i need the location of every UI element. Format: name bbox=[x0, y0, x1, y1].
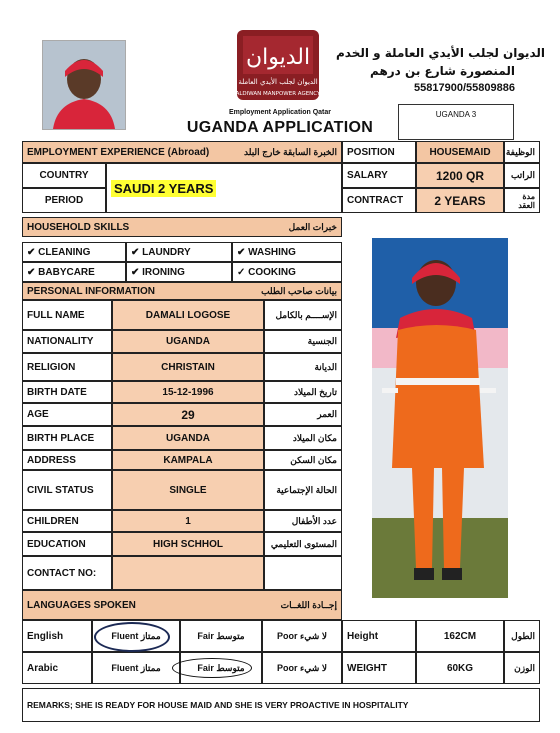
row-value: HIGH SCHHOL bbox=[112, 532, 264, 556]
fluent-option: Fluent ممتاز bbox=[92, 652, 180, 684]
personal-header bbox=[22, 282, 342, 300]
row-label-ar: مكان السكن bbox=[264, 450, 342, 470]
salary-label: SALARY bbox=[342, 163, 416, 188]
row-label-ar: الجنسية bbox=[264, 330, 342, 353]
contract-value: 2 YEARS bbox=[416, 188, 504, 213]
ref-code: UGANDA 3 bbox=[435, 110, 477, 119]
selected-ellipse-mark bbox=[172, 658, 252, 678]
row-value: 15-12-1996 bbox=[112, 381, 264, 403]
skill-item: ✔ BABYCARE bbox=[22, 262, 126, 282]
full-body-photo bbox=[372, 238, 508, 598]
row-label: AGE bbox=[22, 403, 112, 426]
row-label: NATIONALITY bbox=[22, 330, 112, 353]
selected-circle-mark bbox=[94, 622, 170, 652]
portrait-photo bbox=[42, 40, 126, 130]
contract-label: CONTRACT bbox=[342, 188, 416, 213]
languages-header bbox=[22, 590, 342, 620]
row-value: DAMALI LOGOSE bbox=[112, 300, 264, 330]
skill-item: ✔ WASHING bbox=[232, 242, 342, 262]
agency-logo bbox=[233, 26, 323, 102]
height-value: 162CM bbox=[416, 620, 504, 652]
personal-label-ar: بيانات صاحب الطلب bbox=[261, 285, 337, 296]
salary-ar: الراتب bbox=[504, 163, 540, 188]
languages-label: LANGUAGES SPOKEN bbox=[27, 599, 136, 611]
logo-title: الديوان bbox=[245, 45, 311, 70]
fair-option: Fair متوسط bbox=[180, 652, 262, 684]
skill-item: ✓ COOKING bbox=[232, 262, 342, 282]
skills-label: HOUSEHOLD SKILLS bbox=[27, 221, 130, 233]
ref-code-box bbox=[398, 104, 514, 140]
agency-address-ar: المنصورة شارع بن درهم bbox=[370, 64, 515, 78]
language-name: Arabic bbox=[22, 652, 92, 684]
skills-header bbox=[22, 217, 342, 237]
contract-ar: مدة العقد bbox=[504, 188, 540, 213]
row-label: FULL NAME bbox=[22, 300, 112, 330]
row-label-ar: الديانة bbox=[264, 353, 342, 381]
weight-label: WEIGHT bbox=[342, 652, 416, 684]
languages-label-ar: إجــادة اللغــات bbox=[280, 599, 337, 610]
skill-item: ✔ CLEANING bbox=[22, 242, 126, 262]
experience-value: SAUDI 2 YEARS bbox=[111, 180, 216, 197]
agency-name-ar: الديوان لجلب الأيدي العاملة و الخدم bbox=[335, 46, 545, 60]
row-label-ar: العمر bbox=[264, 403, 342, 426]
remarks: REMARKS; SHE IS READY FOR HOUSE MAID AND SHE IS VERY PROACTIVE IN HOSPITALITY bbox=[22, 688, 540, 722]
row-value: UGANDA bbox=[112, 330, 264, 353]
logo-name: ALDIWAN MANPOWER AGENCY bbox=[235, 91, 321, 97]
salary-value: 1200 QR bbox=[416, 163, 504, 188]
row-label-ar: الحالة الإجتماعية bbox=[264, 470, 342, 510]
row-label-ar: الإســــم بالكامل bbox=[264, 300, 342, 330]
height-ar: الطول bbox=[504, 620, 540, 652]
row-label: EDUCATION bbox=[22, 532, 112, 556]
weight-value: 60KG bbox=[416, 652, 504, 684]
experience-value-cell bbox=[106, 163, 342, 213]
fluent-option: Fluent ممتاز bbox=[92, 620, 180, 652]
row-label: ADDRESS bbox=[22, 450, 112, 470]
form-caption: Employment Application Qatar bbox=[228, 109, 332, 116]
personal-label: PERSONAL INFORMATION bbox=[27, 285, 155, 297]
experience-label-ar: الخبرة السابقة خارج البلد bbox=[244, 146, 337, 157]
row-label-ar: عدد الأطفال bbox=[264, 510, 342, 532]
position-ar: الوظيفة bbox=[504, 141, 540, 163]
form-title: UGANDA APPLICATION bbox=[186, 119, 374, 136]
row-label-ar bbox=[264, 556, 342, 590]
experience-label: EMPLOYMENT EXPERIENCE (Abroad) bbox=[27, 146, 210, 158]
fair-option: Fair متوسط bbox=[180, 620, 262, 652]
row-label: BIRTH DATE bbox=[22, 381, 112, 403]
row-label: CHILDREN bbox=[22, 510, 112, 532]
logo-subtitle: الديوان لجلب الأيدي العاملة bbox=[238, 78, 318, 86]
poor-option: Poor لا شيء bbox=[262, 652, 342, 684]
row-value: 1 bbox=[112, 510, 264, 532]
skills-label-ar: خبرات العمل bbox=[288, 221, 337, 232]
row-label: CIVIL STATUS bbox=[22, 470, 112, 510]
row-label: BIRTH PLACE bbox=[22, 426, 112, 450]
row-value: KAMPALA bbox=[112, 450, 264, 470]
country-label: COUNTRY bbox=[22, 163, 106, 188]
weight-ar: الوزن bbox=[504, 652, 540, 684]
period-label: PERIOD bbox=[22, 188, 106, 213]
row-value: UGANDA bbox=[112, 426, 264, 450]
row-value bbox=[112, 556, 264, 590]
poor-option: Poor لا شيء bbox=[262, 620, 342, 652]
language-name: English bbox=[22, 620, 92, 652]
position-label: POSITION bbox=[342, 141, 416, 163]
position-value: HOUSEMAID bbox=[416, 141, 504, 163]
experience-header bbox=[22, 141, 342, 163]
row-value: 29 bbox=[112, 403, 264, 426]
skill-item: ✔ LAUNDRY bbox=[126, 242, 232, 262]
row-label: RELIGION bbox=[22, 353, 112, 381]
row-label-ar: المستوى التعليمي bbox=[264, 532, 342, 556]
row-value: CHRISTAIN bbox=[112, 353, 264, 381]
agency-phones: 55817900/55809886 bbox=[414, 82, 515, 94]
row-label-ar: تاريخ الميلاد bbox=[264, 381, 342, 403]
height-label: Height bbox=[342, 620, 416, 652]
row-label: CONTACT NO: bbox=[22, 556, 112, 590]
row-value: SINGLE bbox=[112, 470, 264, 510]
skill-item: ✔ IRONING bbox=[126, 262, 232, 282]
row-label-ar: مكان الميلاد bbox=[264, 426, 342, 450]
